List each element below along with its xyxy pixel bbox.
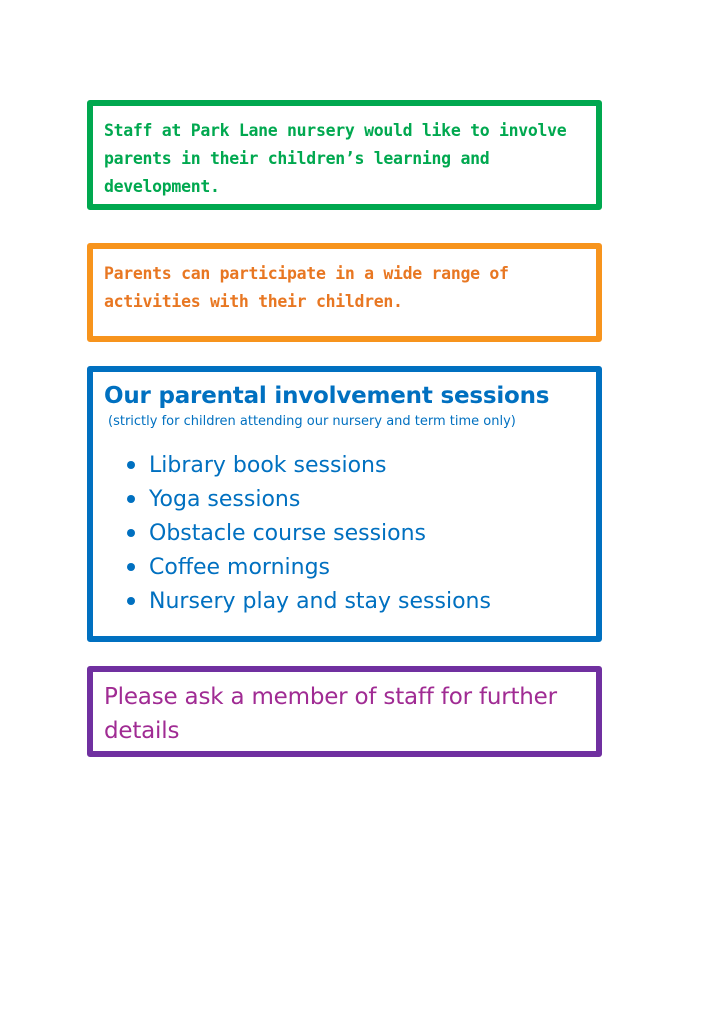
bullet-icon: [127, 461, 135, 469]
details-box: [87, 666, 602, 757]
session-item-label: Yoga sessions: [149, 486, 301, 512]
intro-box: [87, 100, 602, 210]
sessions-note: (strictly for children attending our nursery and term time only): [108, 414, 516, 429]
session-item: [127, 584, 584, 618]
intro-text: Staff at Park Lane nursery would like to involve parents in their children’s learning and development.: [104, 121, 567, 196]
participation-text: Parents can participate in a wide range of activities with their children.: [104, 264, 509, 311]
bullet-icon: [127, 597, 135, 605]
details-text: Please ask a member of staff for further details: [104, 684, 557, 744]
session-item-label: Nursery play and stay sessions: [149, 588, 491, 614]
session-item-label: Obstacle course sessions: [149, 520, 427, 546]
sessions-title: Our parental involvement sessions: [104, 383, 550, 409]
sessions-box: [87, 366, 602, 642]
session-item-label: Library book sessions: [149, 452, 387, 478]
participation-box: [87, 243, 602, 342]
session-item: [127, 550, 584, 584]
session-item: [127, 448, 584, 482]
bullet-icon: [127, 563, 135, 571]
bullet-icon: [127, 495, 135, 503]
bullet-icon: [127, 529, 135, 537]
sessions-list: [104, 448, 584, 618]
session-item-label: Coffee mornings: [149, 554, 331, 580]
session-item: [127, 482, 584, 516]
session-item: [127, 516, 584, 550]
